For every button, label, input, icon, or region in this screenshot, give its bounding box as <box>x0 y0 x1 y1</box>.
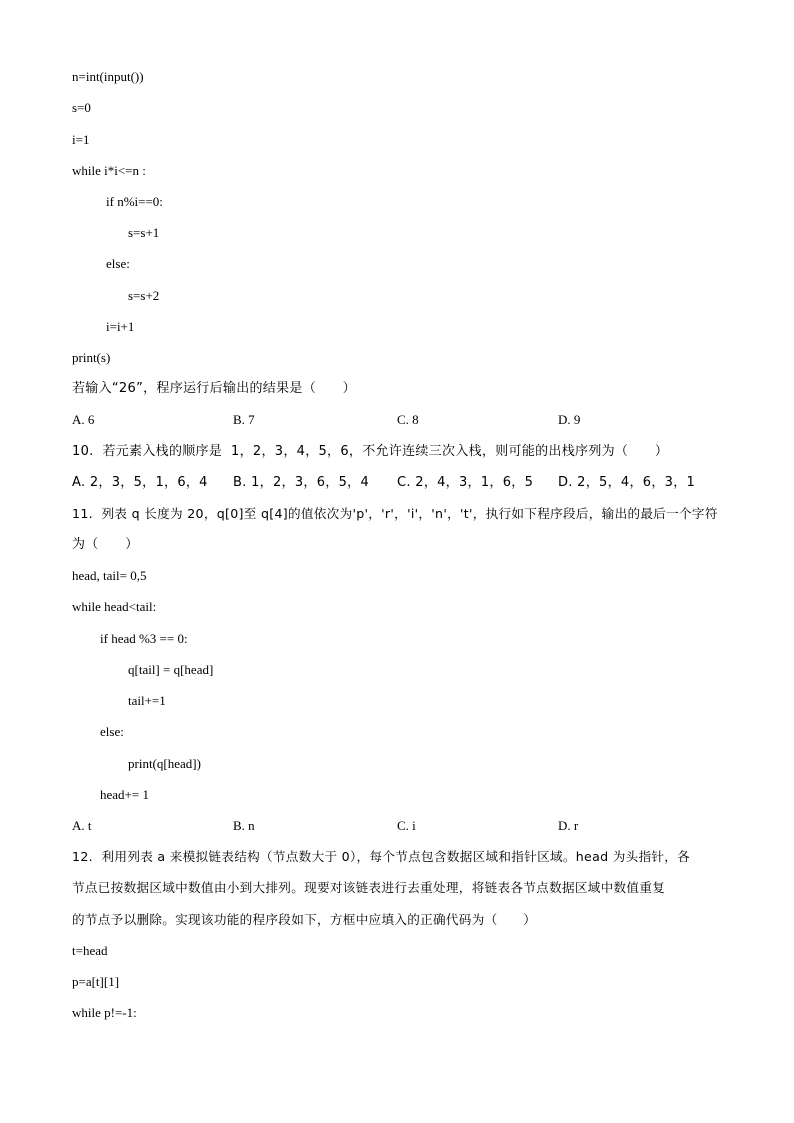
option-c: C. 2，4，3，1，6，5 <box>397 475 534 490</box>
code-line: if n%i==0: <box>106 194 163 209</box>
code-line: if head %3 == 0: <box>100 631 188 646</box>
option-b: B. 7 <box>233 412 255 427</box>
code-line: q[tail] = q[head] <box>128 662 214 677</box>
question-11-prompt: 11. 列表 q 长度为 20，q[0]至 q[4]的值依次为'p'，'r'，'i'，'n'，'t'，执行如下程序段后，输出的最后一个字符 <box>72 506 718 521</box>
option-a: A. 6 <box>72 412 95 427</box>
code-line: n=int(input()) <box>72 69 144 84</box>
option-b: B. 1，2，3，6，5，4 <box>233 475 370 490</box>
code-line: head+= 1 <box>100 787 149 802</box>
code-line: print(q[head]) <box>128 756 201 771</box>
code-line: s=s+2 <box>128 288 160 303</box>
option-a: A. 2，3，5，1，6，4 <box>72 475 208 490</box>
option-b: B. n <box>233 818 255 833</box>
option-d: D. 9 <box>558 412 581 427</box>
code-line: while p!=-1: <box>72 1005 137 1020</box>
code-line: i=i+1 <box>106 319 135 334</box>
question-9-prompt: 若输入“26”，程序运行后输出的结果是（ ） <box>72 381 356 396</box>
code-line: while i*i<=n : <box>72 163 146 178</box>
code-line: head, tail= 0,5 <box>72 568 147 583</box>
code-line: print(s) <box>72 350 111 365</box>
question-10-prompt: 10. 若元素入栈的顺序是 1，2，3，4，5，6，不允许连续三次入栈，则可能的出栈序列为（ ） <box>72 444 669 459</box>
question-12-prompt-cont: 节点已按数据区域中数值由小到大排列。现要对该链表进行去重处理，将链表各节点数据区域中数值重复 <box>72 880 666 895</box>
question-12-prompt-cont: 的节点予以删除。实现该功能的程序段如下，方框中应填入的正确代码为（ ） <box>72 912 537 927</box>
option-d: D. 2，5，4，6，3，1 <box>558 475 696 490</box>
code-line: while head<tail: <box>72 599 157 614</box>
question-11-prompt-cont: 为（ ） <box>72 537 139 552</box>
code-line: else: <box>106 256 130 271</box>
question-12-prompt: 12. 利用列表 a 来模拟链表结构（节点数大于 0），每个节点包含数据区域和指针区域。head 为头指针，各 <box>72 849 691 864</box>
code-line: t=head <box>72 943 108 958</box>
code-line: s=0 <box>72 100 91 115</box>
option-d: D. r <box>558 818 579 833</box>
code-line: else: <box>100 724 124 739</box>
option-c: C. 8 <box>397 412 419 427</box>
code-line: tail+=1 <box>128 693 166 708</box>
option-a: A. t <box>72 818 92 833</box>
code-line: p=a[t][1] <box>72 974 120 989</box>
option-c: C. i <box>397 818 416 833</box>
code-line: i=1 <box>72 132 90 147</box>
code-line: s=s+1 <box>128 225 160 240</box>
